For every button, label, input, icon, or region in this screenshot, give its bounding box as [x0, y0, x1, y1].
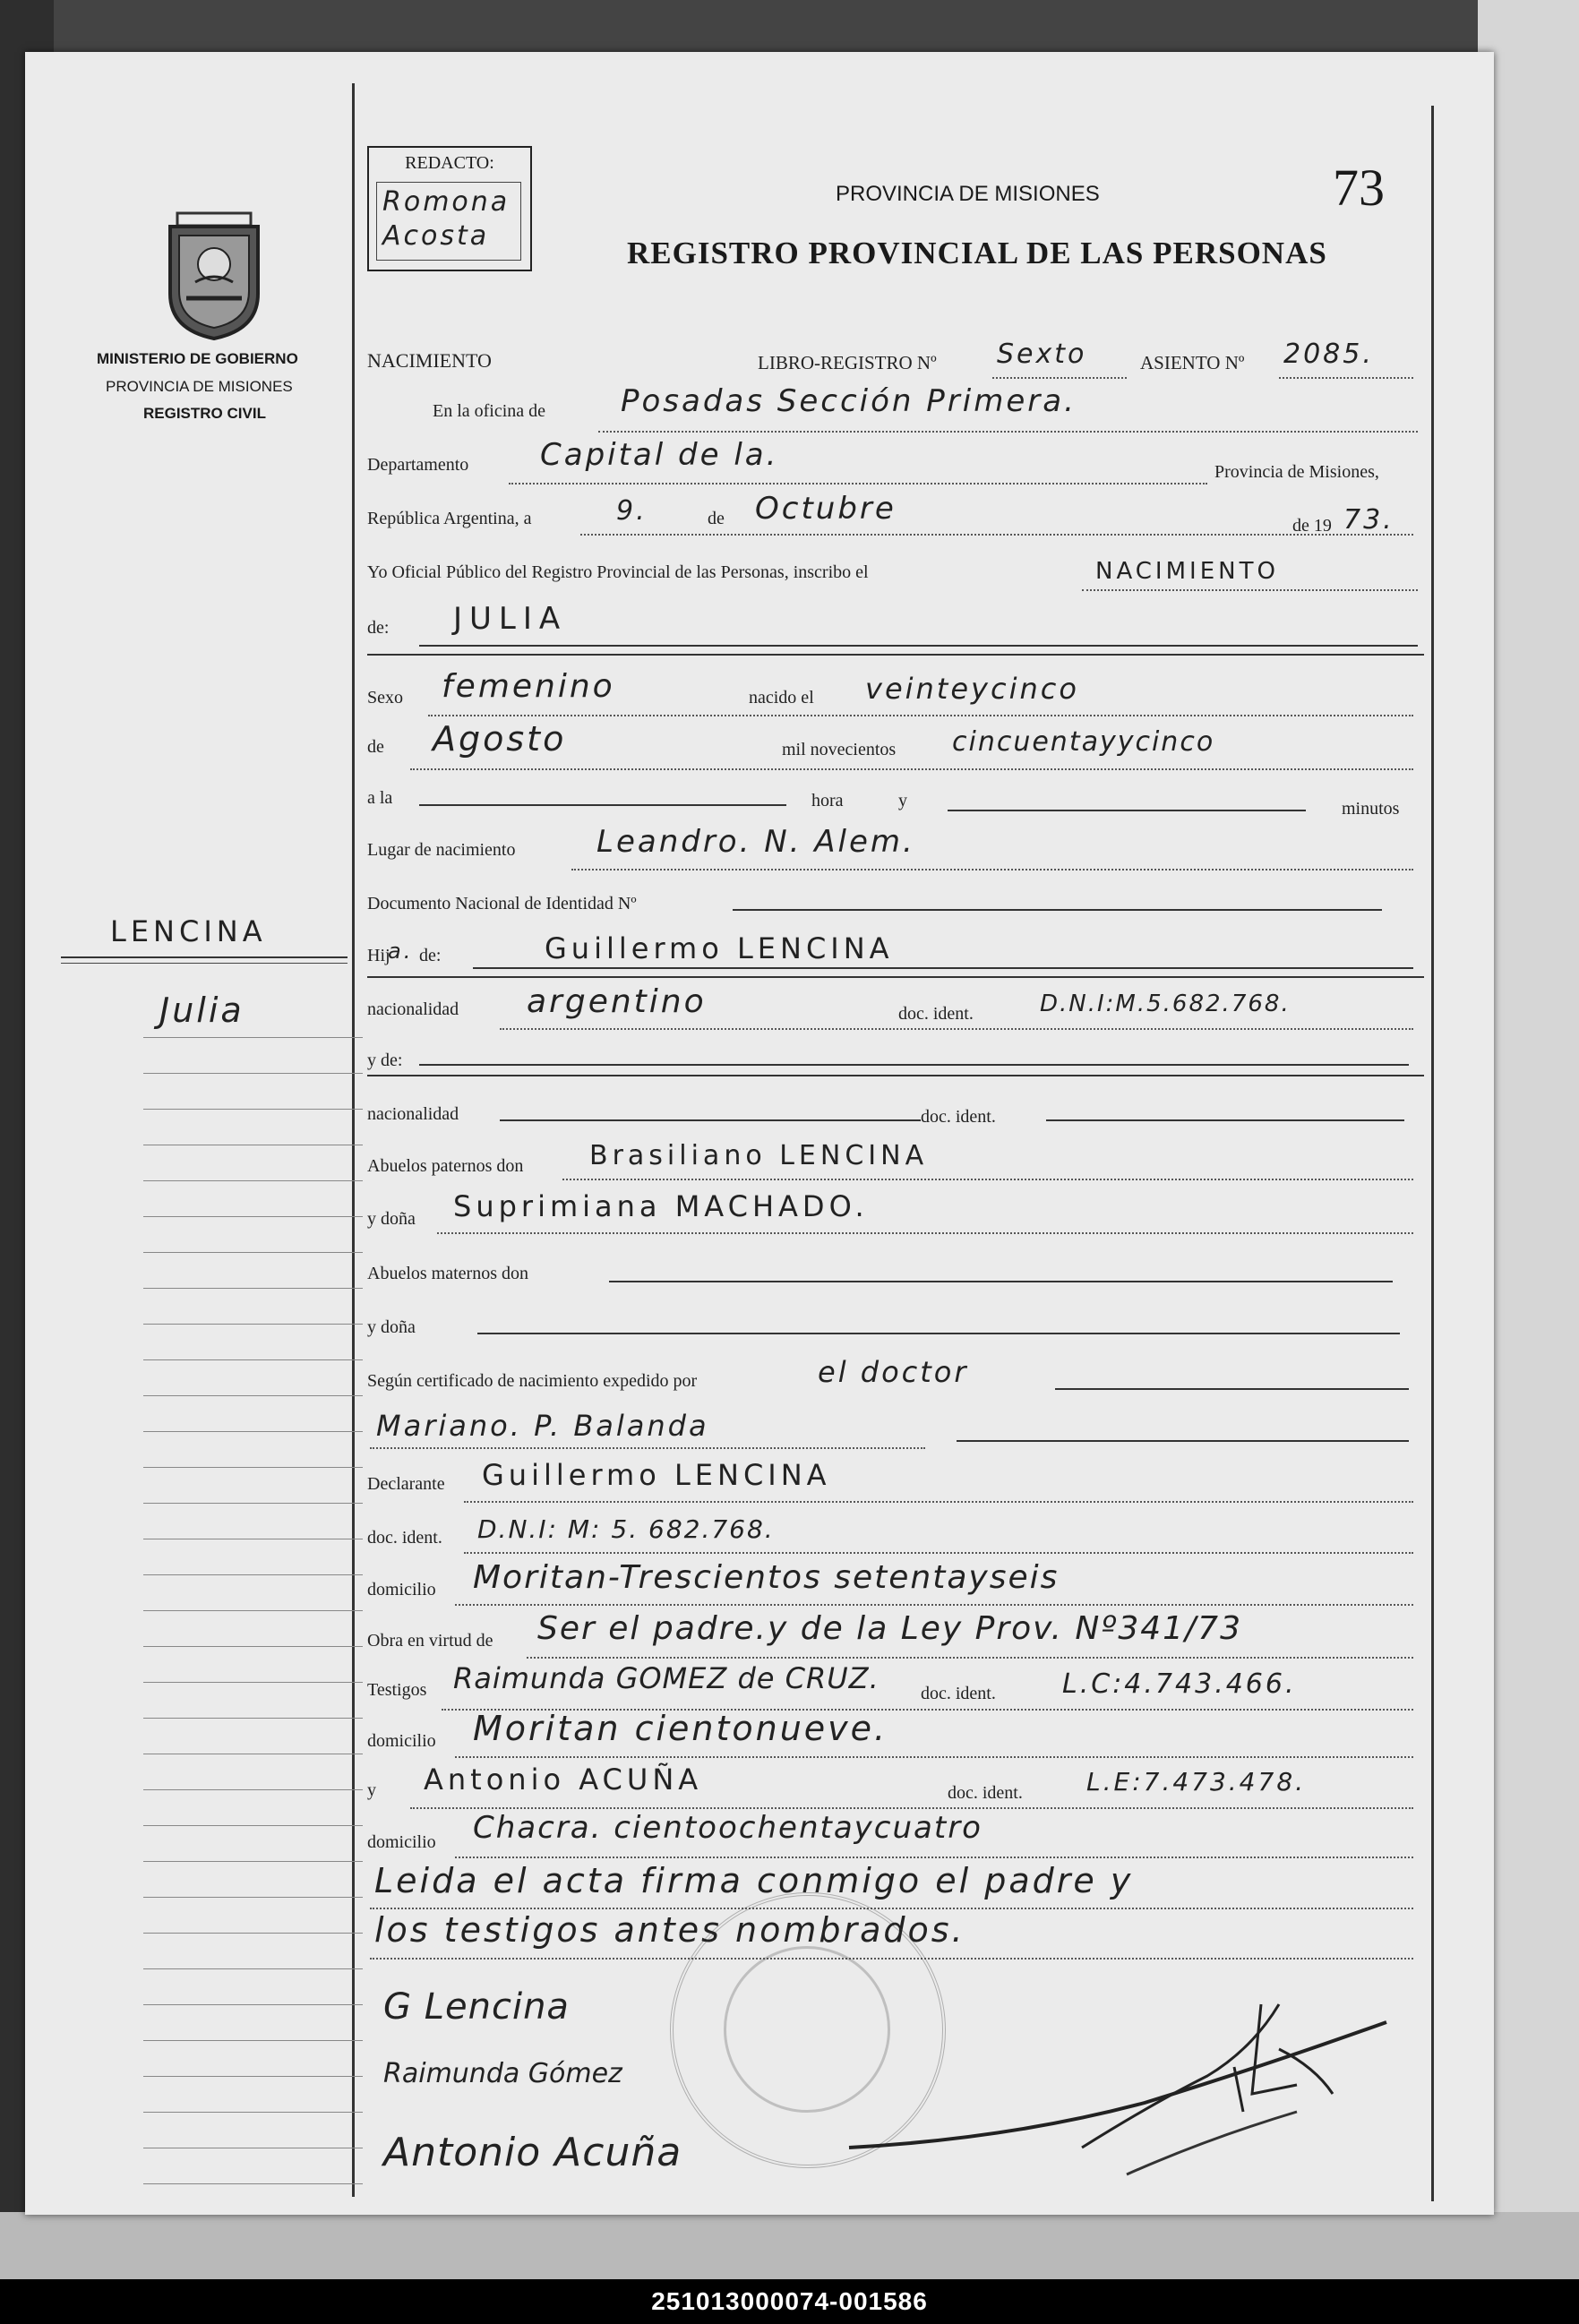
margin-line — [143, 1109, 363, 1110]
margin-line — [143, 1574, 363, 1575]
registry-heading: REGISTRO PROVINCIAL DE LAS PERSONAS — [627, 236, 1327, 270]
minutos-label: minutos — [1342, 799, 1400, 819]
margin-line — [143, 1861, 363, 1862]
oficial-line — [1082, 589, 1418, 591]
lugar-value: Leandro. N. Alem. — [596, 824, 915, 860]
anio-nac-value: cincuentayycinco — [952, 726, 1215, 758]
background-bottom — [0, 2212, 1579, 2279]
footer-code: 251013000074-001586 — [0, 2279, 1579, 2324]
ministry-line-3: REGISTRO CIVIL — [143, 405, 266, 422]
certificado-label: Según certificado de nacimiento expedido por — [367, 1371, 698, 1391]
background-top — [0, 0, 1579, 54]
testigo1-value: Raimunda GOMEZ de CRUZ. — [453, 1661, 880, 1695]
abuela-materna-line — [477, 1333, 1400, 1334]
a-la-label: a la — [367, 788, 393, 808]
margin-line — [143, 1431, 363, 1432]
anio-value: 73. — [1343, 504, 1394, 536]
ministry-line-2: PROVINCIA DE MISIONES — [106, 378, 293, 395]
nacionalidad-madre-line — [500, 1119, 921, 1121]
abuelos-maternos-label: Abuelos maternos don — [367, 1264, 528, 1283]
margin-line — [143, 1073, 363, 1074]
doc-padre-value: D.N.I:M.5.682.768. — [1040, 990, 1291, 1017]
republica-label: República Argentina, a — [367, 509, 532, 528]
closing-line-1: Leida el acta firma conmigo el padre y — [374, 1861, 1134, 1900]
sexo-value: femenino — [442, 668, 615, 705]
y-de-line-2 — [367, 1075, 1424, 1076]
margin-line — [143, 2183, 363, 2184]
sexo-line — [428, 715, 1413, 716]
oficial-value: NACIMIENTO — [1095, 558, 1279, 585]
margin-line — [143, 1467, 363, 1468]
mil-label: mil novecientos — [782, 740, 897, 759]
republica-line — [580, 534, 1413, 536]
oficina-value: Posadas Sección Primera. — [621, 383, 1077, 419]
doctor-line — [370, 1447, 925, 1449]
nacido-label: nacido el — [749, 688, 814, 707]
margin-line — [143, 1789, 363, 1790]
doc-madre-line — [1046, 1119, 1404, 1121]
margin-line — [143, 1968, 363, 1969]
margin-line — [143, 1037, 363, 1038]
doc-testigo1-value: L.C:4.743.466. — [1062, 1668, 1297, 1700]
ministry-line-1: MINISTERIO DE GOBIERNO — [97, 350, 298, 367]
redacto-name-line1: Romona — [382, 186, 511, 218]
padre-line — [473, 967, 1413, 969]
nacido-value: veinteycinco — [865, 672, 1079, 706]
mes-nac-line — [410, 768, 1413, 770]
padre-value: Guillermo LENCINA — [545, 931, 894, 965]
margin-line — [143, 1933, 363, 1934]
margin-line — [143, 1646, 363, 1647]
dni-line — [733, 909, 1382, 911]
margin-line — [143, 2040, 363, 2041]
doc-ident-testigo2-label: doc. ident. — [948, 1783, 1023, 1803]
departamento-label: Departamento — [367, 455, 469, 475]
doctor-line-2 — [957, 1440, 1409, 1442]
sidebar-surname-underline-2 — [61, 963, 348, 964]
y-de-label: y de: — [367, 1051, 403, 1070]
testigo2-value: Antonio ACUÑA — [424, 1762, 703, 1797]
domicilio-label: domicilio — [367, 1580, 436, 1599]
margin-line — [143, 1359, 363, 1360]
domicilio-testigo2-label: domicilio — [367, 1832, 436, 1852]
de-mes-label: de — [708, 509, 725, 528]
margin-line — [143, 2004, 363, 2005]
abuela-paterna-line — [437, 1232, 1413, 1234]
declarante-value: Guillermo LENCINA — [482, 1458, 831, 1492]
abuelo-materno-line — [609, 1281, 1393, 1282]
folio-number: 73 — [1333, 159, 1385, 217]
abuelos-paternos-label: Abuelos paternos don — [367, 1156, 524, 1176]
nacionalidad-madre-label: nacionalidad — [367, 1104, 459, 1124]
obra-value: Ser el padre.y de la Ley Prov. Nº341/73 — [537, 1610, 1242, 1647]
declarante-label: Declarante — [367, 1474, 445, 1494]
margin-line — [143, 1252, 363, 1253]
de-mes-nac-label: de — [367, 737, 384, 757]
margin-line — [143, 1216, 363, 1217]
sidebar-surname-underline — [61, 956, 348, 958]
signature-witness-2: Antonio Acuña — [383, 2130, 682, 2175]
doc-ident-madre-label: doc. ident. — [921, 1107, 996, 1127]
certificado-value: el doctor — [818, 1355, 969, 1389]
redacto-name-line2: Acosta — [382, 220, 490, 252]
asiento-value: 2085. — [1283, 339, 1374, 370]
margin-line — [143, 1324, 363, 1325]
anio-label: de 19 — [1292, 516, 1332, 536]
province-heading: PROVINCIA DE MISIONES — [836, 182, 1100, 206]
asiento-value-line — [1279, 377, 1413, 379]
margin-line — [143, 1718, 363, 1719]
declarante-line — [464, 1501, 1413, 1503]
mes-value: Octubre — [755, 491, 897, 527]
domicilio-testigo2-line — [455, 1857, 1413, 1858]
closing-line-1-rule — [370, 1908, 1413, 1909]
dni-label: Documento Nacional de Identidad Nº — [367, 894, 637, 913]
doc-testigo2-value: L.E:7.473.478. — [1086, 1767, 1307, 1797]
mes-nac-value: Agosto — [433, 719, 567, 759]
sexo-label: Sexo — [367, 688, 403, 707]
hora-label: hora — [811, 791, 844, 810]
doc-ident-label: doc. ident. — [898, 1004, 974, 1024]
domicilio-testigo1-line — [455, 1756, 1413, 1758]
sidebar-given-name: Julia — [159, 990, 245, 1030]
domicilio-testigo1-label: domicilio — [367, 1731, 436, 1751]
lugar-line — [571, 869, 1413, 870]
libro-value: Sexto — [997, 339, 1087, 370]
signature-witness-1: Raimunda Gómez — [383, 2058, 622, 2089]
y-label: y — [898, 791, 907, 810]
hora-line — [419, 804, 786, 806]
minutos-line — [948, 810, 1306, 811]
redacto-box — [367, 146, 532, 271]
margin-rule-left — [352, 83, 355, 2197]
margin-rule-right — [1431, 106, 1434, 2201]
provincia-label: Provincia de Misiones, — [1214, 462, 1379, 482]
margin-line — [143, 1180, 363, 1181]
obra-line — [527, 1657, 1413, 1659]
hija-de-label: de: — [419, 946, 442, 965]
nacimiento-label: NACIMIENTO — [367, 349, 492, 372]
lugar-label: Lugar de nacimiento — [367, 840, 516, 860]
obra-label: Obra en virtud de — [367, 1631, 493, 1651]
doc-declarante-value: D.N.I: M: 5. 682.768. — [477, 1514, 775, 1544]
abuelo-paterno-line — [562, 1179, 1413, 1180]
y-de-line — [419, 1064, 1409, 1066]
padre-line-2 — [367, 976, 1424, 978]
y-dona-label: y doña — [367, 1209, 416, 1229]
libro-label: LIBRO-REGISTRO Nº — [758, 352, 937, 373]
signature-father: G Lencina — [383, 1986, 570, 2028]
redacto-box-inner — [376, 182, 521, 261]
doc-ident-declarante-label: doc. ident. — [367, 1528, 442, 1548]
redacto-label: REDACTO: — [405, 153, 494, 173]
margin-line — [143, 2112, 363, 2113]
nombre-value: JULIA — [453, 601, 568, 637]
dia-value: 9. — [616, 495, 648, 527]
hija-label: Hij — [367, 946, 390, 965]
testigos-label: Testigos — [367, 1680, 427, 1700]
certificado-line — [1055, 1388, 1409, 1390]
doc-ident-testigo1-label: doc. ident. — [921, 1684, 996, 1703]
nacionalidad-padre-value: argentino — [527, 983, 707, 1020]
asiento-label: ASIENTO Nº — [1140, 352, 1245, 373]
nombre-line-2 — [367, 654, 1424, 656]
margin-line — [143, 1682, 363, 1683]
y-testigo2-label: y — [367, 1780, 376, 1800]
margin-line — [143, 1503, 363, 1504]
abuelo-paterno-value: Brasiliano LENCINA — [589, 1140, 929, 1171]
domicilio-testigo2-value: Chacra. cientoochentaycuatro — [473, 1810, 983, 1846]
margin-line — [143, 1288, 363, 1289]
oficial-label: Yo Oficial Público del Registro Provincial de las Personas, inscribo el — [367, 562, 869, 582]
margin-line — [143, 2076, 363, 2077]
nacionalidad-line — [500, 1028, 1413, 1030]
hija-suffix: a. — [388, 939, 414, 964]
departamento-value: Capital de la. — [540, 437, 779, 473]
nombre-line — [419, 645, 1418, 647]
testigo2-line — [410, 1807, 1413, 1809]
abuela-paterna-value: Suprimiana MACHADO. — [453, 1189, 869, 1223]
margin-line — [143, 1825, 363, 1826]
margin-line — [143, 1610, 363, 1611]
provincial-seal-icon — [159, 209, 269, 343]
domicilio-value: Moritan-Trescientos setentayseis — [473, 1559, 1060, 1596]
oficina-line — [598, 431, 1418, 433]
doc-declarante-line — [464, 1552, 1413, 1554]
document-sheet — [25, 52, 1494, 2215]
libro-value-line — [992, 377, 1127, 379]
margin-line — [143, 1395, 363, 1396]
doctor-value: Mariano. P. Balanda — [376, 1409, 709, 1443]
margin-line — [143, 1897, 363, 1898]
nacionalidad-label: nacionalidad — [367, 999, 459, 1019]
oficina-label: En la oficina de — [433, 401, 546, 421]
de-nombre-label: de: — [367, 618, 390, 638]
y-dona-2-label: y doña — [367, 1317, 416, 1337]
domicilio-testigo1-value: Moritan cientonueve. — [473, 1709, 888, 1748]
official-signature-icon — [831, 1968, 1413, 2192]
closing-line-2: los testigos antes nombrados. — [374, 1910, 965, 1950]
departamento-line — [509, 483, 1207, 485]
sidebar-surname: LENCINA — [110, 914, 267, 948]
domicilio-line — [455, 1604, 1413, 1606]
